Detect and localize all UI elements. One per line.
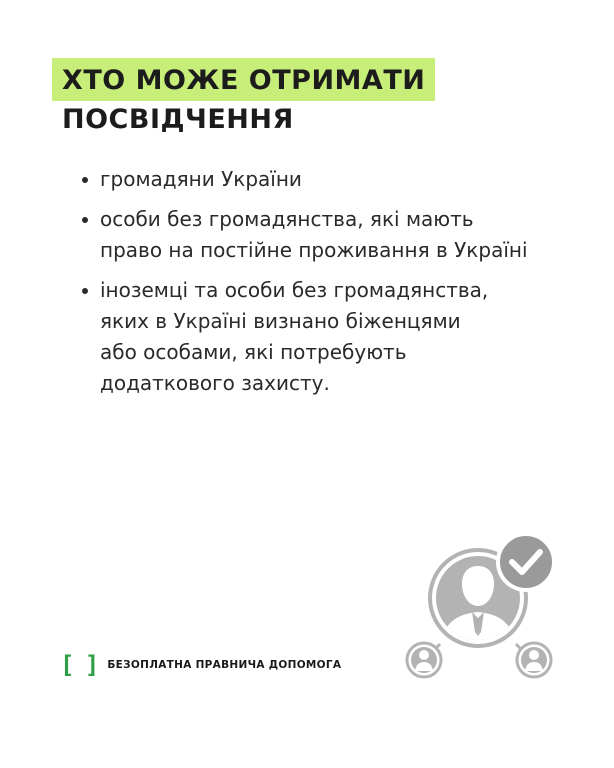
list-item bbox=[82, 275, 582, 399]
list-item bbox=[82, 164, 582, 195]
logo-bracket-icon: [ ] bbox=[60, 651, 98, 679]
people-illustration bbox=[400, 528, 570, 688]
small-person-icon bbox=[407, 643, 441, 677]
list-item bbox=[82, 204, 582, 266]
bullet-list bbox=[82, 164, 582, 408]
title-line-2: ПОСВІДЧЕННЯ bbox=[62, 104, 294, 135]
page-title bbox=[52, 58, 435, 140]
brand-footer bbox=[60, 653, 341, 677]
list-item-text: іноземці та особи без громадянства, яких в Україні визнано біженцями або особами, які потребують додаткового захисту. bbox=[100, 278, 489, 395]
bullet-dot bbox=[82, 288, 88, 294]
list-item-text: особи без громадянства, які мають право на постійне проживання в Україні bbox=[100, 207, 528, 262]
list-item-text: громадяни України bbox=[100, 167, 302, 191]
bullet-dot bbox=[82, 217, 88, 223]
bullet-dot bbox=[82, 177, 88, 183]
checkmark-icon bbox=[498, 534, 554, 590]
title-line-1: ХТО МОЖЕ ОТРИМАТИ bbox=[52, 58, 435, 101]
small-person-icon bbox=[517, 643, 551, 677]
brand-name: БЕЗОПЛАТНА ПРАВНИЧА ДОПОМОГА bbox=[107, 659, 342, 671]
